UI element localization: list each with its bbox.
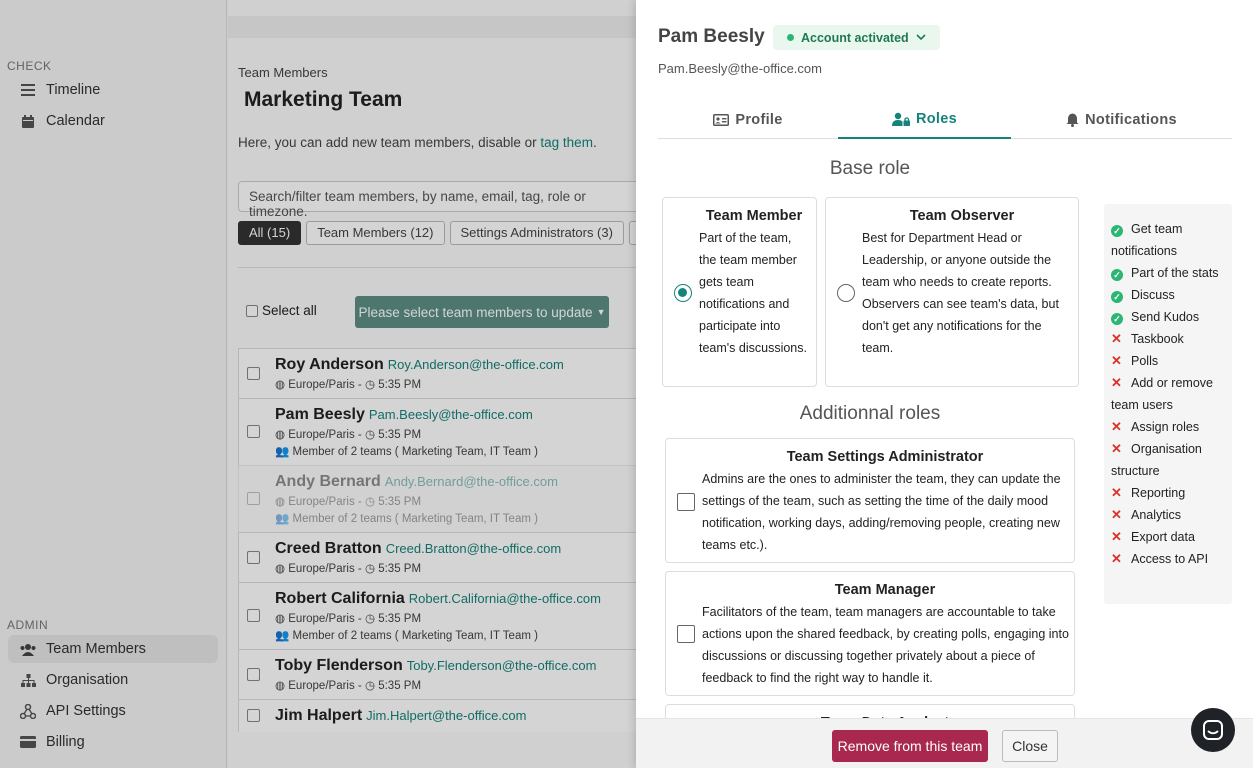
member-row-email[interactable]: Pam.Beesly@the-office.com [368, 407, 533, 422]
permission-item [1111, 284, 1225, 306]
tab-roles[interactable] [838, 100, 1011, 139]
x-icon: ✕ [1111, 353, 1122, 368]
remove-from-team-button[interactable]: Remove from this team [832, 730, 988, 762]
clock-icon: ◷ [364, 379, 375, 391]
intro-text-end: . [592, 135, 597, 150]
tab-label: Roles [916, 110, 957, 127]
section-admin-label: ADMIN [7, 618, 49, 632]
permission-label: Analytics [1131, 508, 1182, 522]
teams-text: Member of 2 teams ( Marketing Team, IT Team ) [292, 630, 538, 642]
check-circle-icon: ✓ [1111, 291, 1123, 303]
member-row-email[interactable]: Robert.California@the-office.com [408, 591, 601, 606]
bulk-update-label: Please select team members to update [358, 304, 593, 320]
permissions-list [1104, 204, 1232, 604]
check-circle-icon: ✓ [1111, 225, 1123, 237]
permission-item [1111, 306, 1225, 328]
x-icon: ✕ [1111, 375, 1122, 390]
teams-text: Member of 2 teams ( Marketing Team, IT Team ) [292, 446, 538, 458]
permission-label: Part of the stats [1131, 266, 1219, 280]
users-icon: 👥 [275, 513, 290, 525]
drawer-footer [636, 718, 1253, 768]
permission-label: Get team notifications [1111, 222, 1183, 258]
status-label: Account activated [801, 30, 909, 45]
team-member-desc: Part of the team, the team member gets team notifications and participate into team's discussions. [699, 231, 807, 355]
caret-down-icon: ▼ [596, 307, 606, 317]
sidebar-item-label: Team Members [46, 641, 146, 657]
permission-item [1111, 328, 1225, 350]
clock-icon: ◷ [364, 613, 375, 625]
permission-label: Organisation structure [1111, 442, 1202, 478]
chevron-down-icon [916, 34, 926, 41]
member-row-email[interactable]: Roy.Anderson@the-office.com [387, 357, 564, 372]
role-card-team-manager[interactable] [665, 571, 1075, 696]
x-icon: ✕ [1111, 485, 1122, 500]
local-time: 5:35 PM [378, 613, 422, 625]
sidebar-item-label: Billing [46, 734, 85, 750]
chat-launcher[interactable] [1191, 708, 1235, 752]
permission-label: Discuss [1131, 288, 1175, 302]
settings-admin-title: Team Settings Administrator [786, 449, 984, 465]
timezone-text: Europe/Paris - [288, 496, 365, 508]
sidebar-item-label: Timeline [46, 82, 101, 98]
permission-item [1111, 548, 1225, 570]
permission-label: Assign roles [1131, 420, 1200, 434]
x-icon: ✕ [1111, 441, 1122, 456]
role-card-settings-admin[interactable] [665, 438, 1075, 563]
user-lock-icon [892, 112, 910, 126]
chat-icon [1202, 719, 1224, 741]
settings-admin-desc: Admins are the ones to administer the team, they can update the settings of the team, such as setting the time of the daily mood notification, working days, adding/removing people, creating new teams etc.). [702, 472, 1061, 552]
permission-label: Add or remove team users [1111, 376, 1213, 412]
team-observer-title: Team Observer [909, 208, 1015, 224]
permission-label: Access to API [1131, 552, 1209, 566]
local-time: 5:35 PM [378, 563, 422, 575]
check-circle-icon: ✓ [1111, 313, 1123, 325]
permission-item [1111, 372, 1225, 416]
member-row-name: Creed Bratton [275, 540, 382, 557]
local-time: 5:35 PM [378, 496, 422, 508]
timezone-text: Europe/Paris - [288, 429, 365, 441]
permission-item [1111, 350, 1225, 372]
timezone-text: Europe/Paris - [288, 680, 365, 692]
drawer-tabs [658, 100, 1232, 139]
member-row-email[interactable]: Andy.Bernard@the-office.com [384, 474, 558, 489]
status-dot-icon [787, 34, 794, 41]
member-row-name: Roy Anderson [275, 356, 384, 373]
status-badge[interactable] [773, 25, 940, 50]
timezone-text: Europe/Paris - [288, 563, 365, 575]
member-row-name: Toby Flenderson [275, 657, 403, 674]
filter-all[interactable]: All (15) [238, 221, 301, 245]
base-role-heading: Base role [829, 158, 911, 179]
permission-item [1111, 482, 1225, 504]
users-icon: 👥 [275, 630, 290, 642]
member-drawer [636, 0, 1253, 768]
x-icon: ✕ [1111, 529, 1122, 544]
globe-icon: ◍ [275, 379, 286, 391]
users-icon: 👥 [275, 446, 290, 458]
permission-label: Taskbook [1131, 332, 1184, 346]
local-time: 5:35 PM [378, 379, 422, 391]
member-row-name: Robert California [275, 590, 405, 607]
x-icon: ✕ [1111, 507, 1122, 522]
timezone-text: Europe/Paris - [288, 613, 365, 625]
permission-label: Reporting [1131, 486, 1186, 500]
sidebar-item-label: Organisation [46, 672, 129, 688]
globe-icon: ◍ [275, 680, 286, 692]
permission-item [1111, 262, 1225, 284]
breadcrumb: Team Members [238, 65, 328, 80]
member-row-email[interactable]: Toby.Flenderson@the-office.com [406, 658, 597, 673]
member-email: Pam.Beesly@the-office.com [658, 61, 822, 76]
search-input[interactable]: Search/filter team members, by name, email, tag, role or timezone. [238, 181, 658, 212]
filter-settings-admins[interactable]: Settings Administrators (3) [450, 221, 624, 245]
timezone-text: Europe/Paris - [288, 379, 365, 391]
member-name: Pam Beesly [658, 26, 765, 47]
page-title: Marketing Team [244, 88, 403, 111]
permission-label: Send Kudos [1131, 310, 1200, 324]
clock-icon: ◷ [364, 496, 375, 508]
local-time: 5:35 PM [378, 429, 422, 441]
tab-label: Profile [735, 111, 783, 128]
x-icon: ✕ [1111, 419, 1122, 434]
sidebar-item-label: Calendar [46, 113, 105, 129]
permission-item [1111, 526, 1225, 548]
local-time: 5:35 PM [378, 680, 422, 692]
member-row-email[interactable]: Creed.Bratton@the-office.com [385, 541, 562, 556]
intro-text-body: Here, you can add new team members, disable or [238, 135, 541, 150]
close-button[interactable]: Close [1002, 730, 1058, 762]
tab-notifications[interactable] [1011, 100, 1232, 139]
team-manager-checkbox[interactable] [677, 625, 695, 643]
permission-item [1111, 438, 1225, 482]
select-all-label: Select all [262, 303, 317, 318]
permission-label: Export data [1131, 530, 1195, 544]
permission-item [1111, 504, 1225, 526]
tab-label: Notifications [1085, 111, 1177, 128]
team-member-title: Team Member [705, 208, 803, 224]
globe-icon: ◍ [275, 563, 286, 575]
member-row-name: Pam Beesly [275, 406, 365, 423]
check-circle-icon: ✓ [1111, 269, 1123, 281]
member-row-name: Jim Halpert [275, 707, 363, 724]
additional-roles-heading: Additionnal roles [799, 403, 941, 424]
clock-icon: ◷ [364, 429, 375, 441]
globe-icon: ◍ [275, 496, 286, 508]
settings-admin-checkbox[interactable] [677, 493, 695, 511]
teams-text: Member of 2 teams ( Marketing Team, IT Team ) [292, 513, 538, 525]
section-check-label: CHECK [7, 59, 52, 73]
x-icon: ✕ [1111, 551, 1122, 566]
globe-icon: ◍ [275, 613, 286, 625]
bell-icon [1066, 113, 1079, 127]
id-card-icon [713, 114, 729, 126]
clock-icon: ◷ [364, 680, 375, 692]
filter-team-members[interactable]: Team Members (12) [306, 221, 444, 245]
tag-them-link[interactable]: tag them [540, 135, 593, 150]
tab-profile[interactable] [658, 100, 838, 139]
role-card-team-member[interactable] [662, 197, 817, 387]
globe-icon: ◍ [275, 429, 286, 441]
team-manager-desc: Facilitators of the team, team managers are accountable to take actions upon the shared feedback, by creating polls, engaging into discussions or discussing together privately about a piece of feedback to find the right way to handle it. [702, 605, 1069, 685]
team-manager-title: Team Manager [834, 582, 936, 598]
team-observer-desc: Best for Department Head or Leadership, or anyone outside the team who needs to create reports. Observers can see team's data, but don't get any notifications for the team. [862, 231, 1059, 355]
sidebar-item-label: API Settings [46, 703, 126, 719]
clock-icon: ◷ [364, 563, 375, 575]
permission-item [1111, 416, 1225, 438]
member-row-name: Andy Bernard [275, 473, 381, 490]
team-member-radio[interactable] [674, 284, 692, 302]
role-card-team-observer[interactable] [825, 197, 1079, 387]
team-observer-radio[interactable] [837, 284, 855, 302]
permission-label: Polls [1131, 354, 1159, 368]
x-icon: ✕ [1111, 331, 1122, 346]
permission-item [1111, 218, 1225, 262]
member-row-email[interactable]: Jim.Halpert@the-office.com [366, 708, 527, 723]
